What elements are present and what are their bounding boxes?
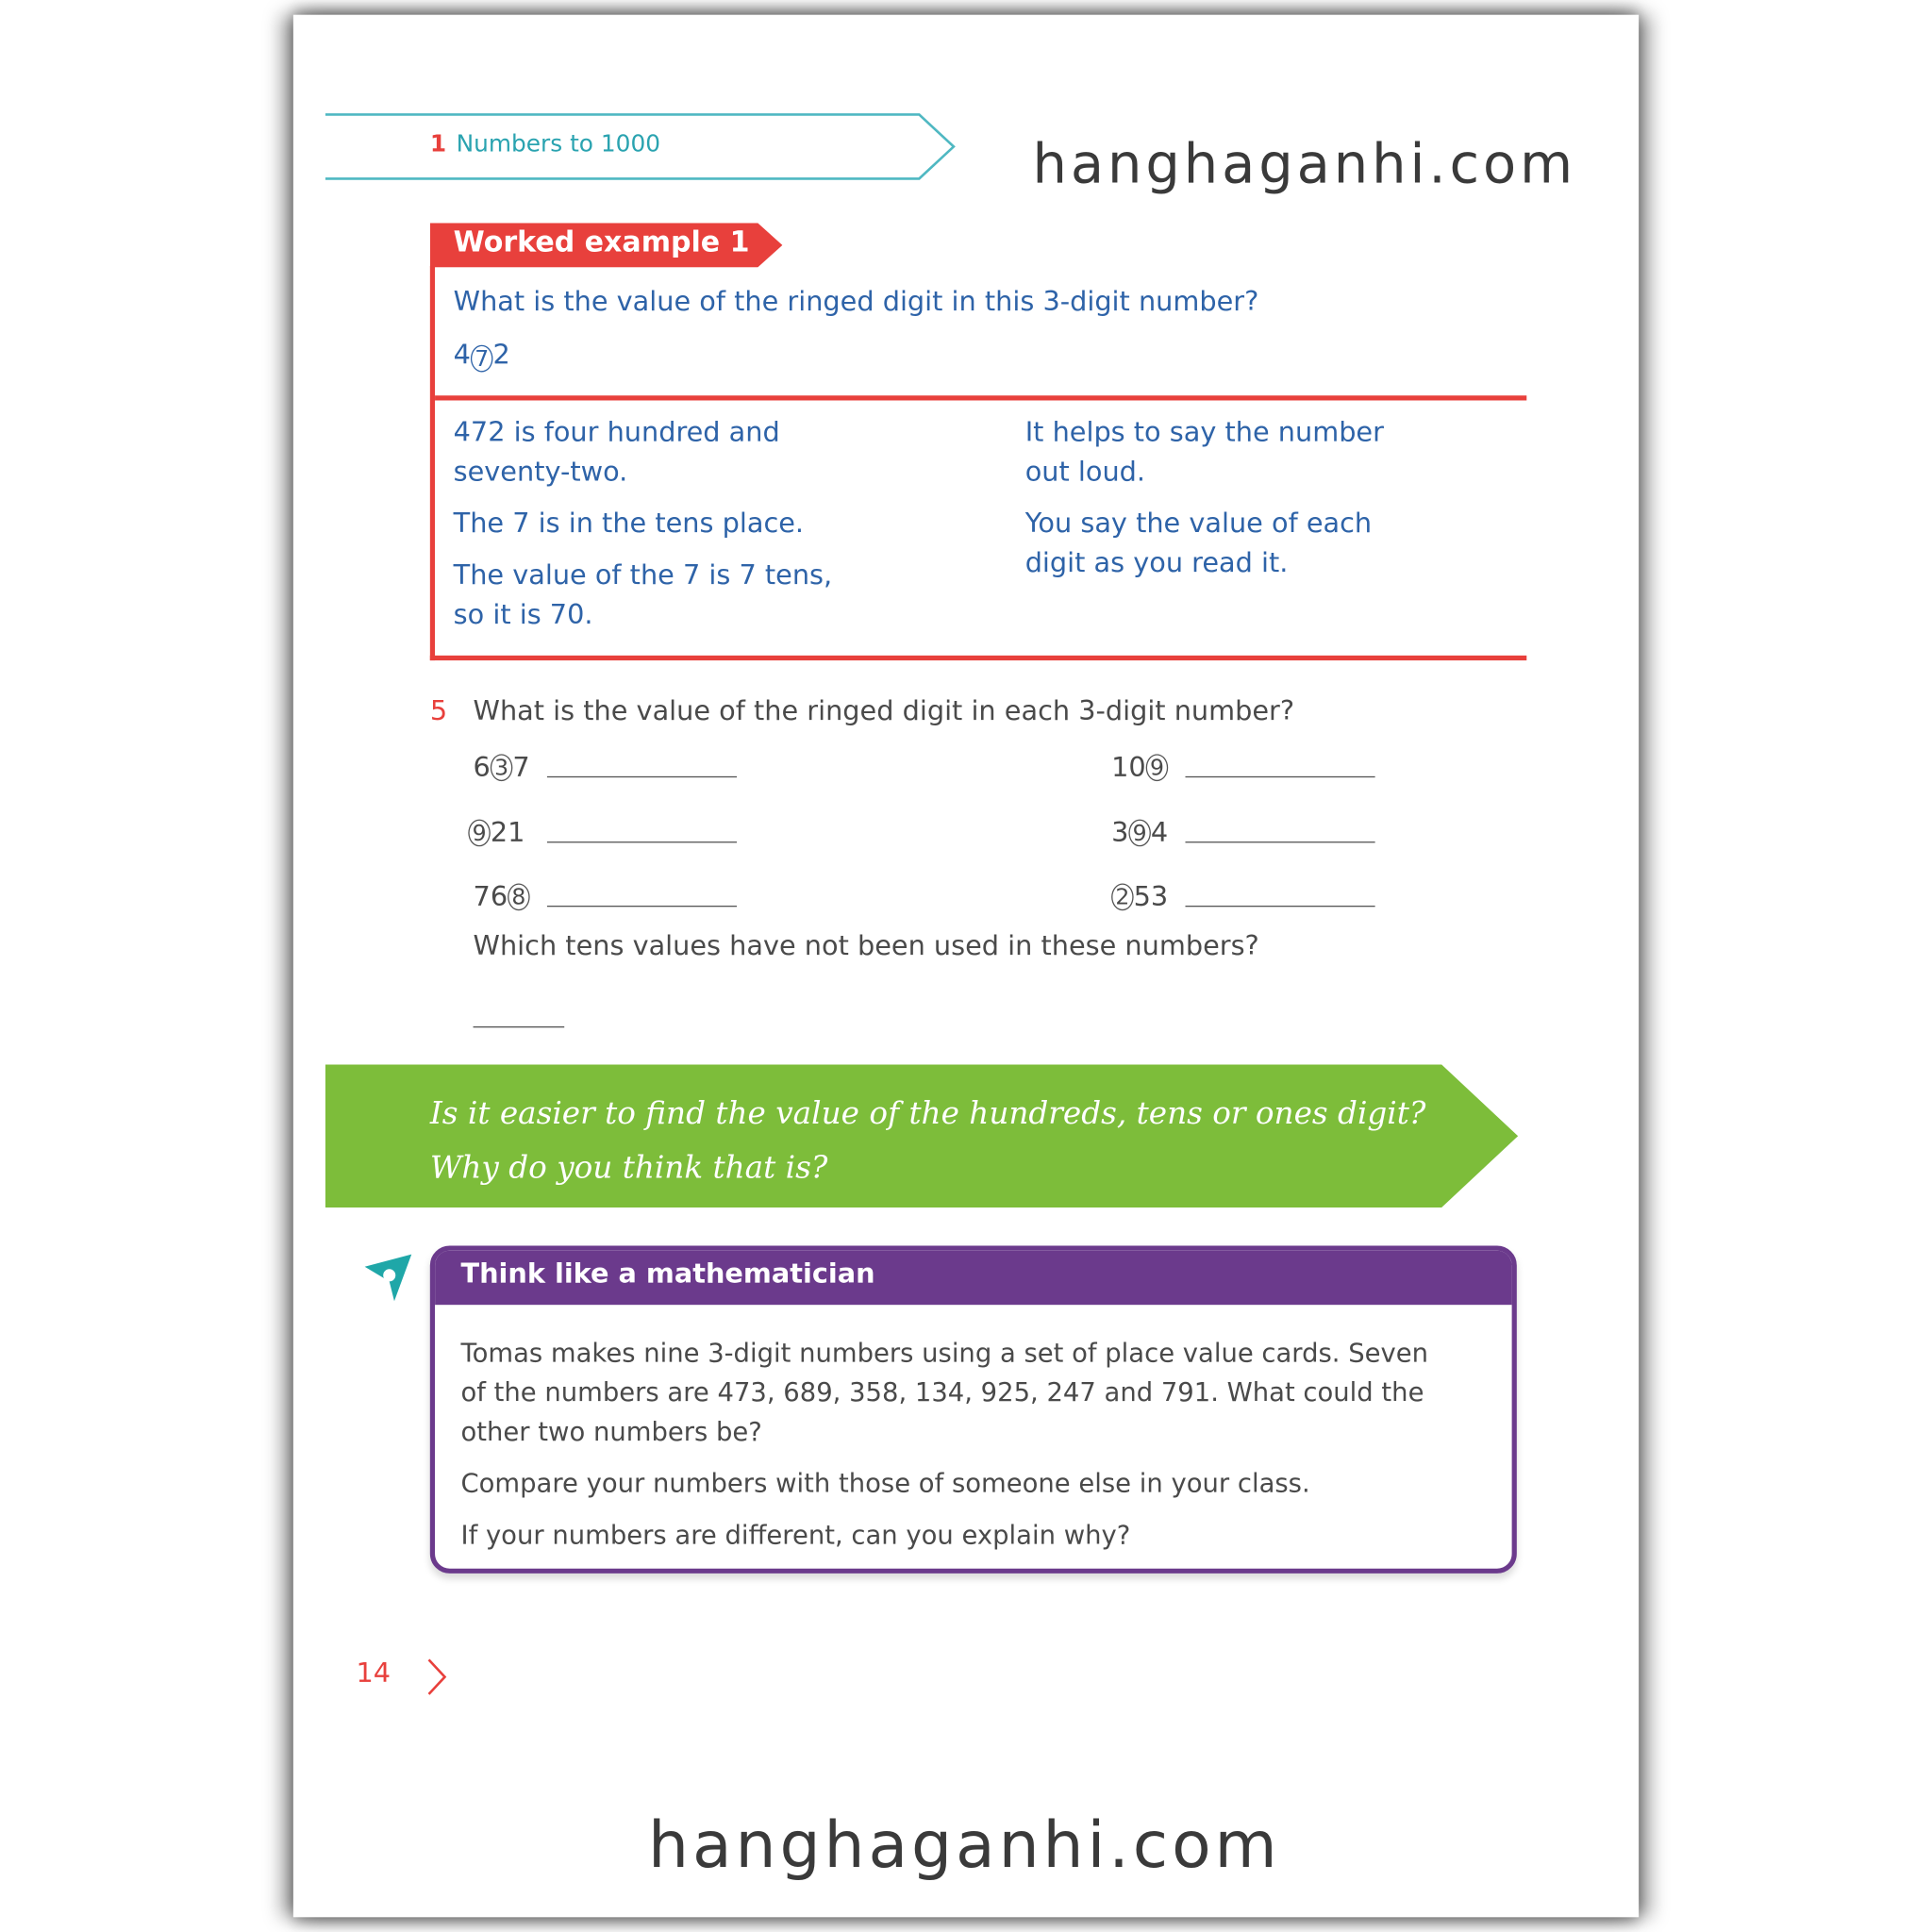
answer-item [1111, 878, 1375, 915]
worked-example-tag: Worked example 1 [453, 226, 750, 259]
discussion-line: Why do you think that is? [429, 1149, 828, 1186]
digits: 6 [473, 752, 491, 784]
explanation-text: The 7 is in the tens place. [453, 508, 805, 541]
task-paragraph: Tomas makes nine 3-digit numbers using a set of place value cards. Seven of the numbers are 473, 689, 358, 134, 925, 247 and 791. What could the other two numbers be? [460, 1338, 1429, 1447]
answer-item [1111, 749, 1375, 786]
ringed-digit: 3 [491, 754, 513, 781]
answer-item [1111, 814, 1375, 851]
think-like-mathematician-body [460, 1333, 1495, 1567]
answer-blank[interactable] [1185, 888, 1374, 907]
follow-up-answer-blank[interactable] [474, 1026, 565, 1027]
ringed-digit: 9 [468, 820, 491, 847]
follow-up-question: Which tens values have not been used in these numbers? [473, 931, 1259, 963]
worked-example-border-left [430, 266, 435, 660]
answer-blank[interactable] [1185, 758, 1374, 777]
ringed-digit: 8 [508, 883, 530, 910]
page-number: 14 [356, 1658, 391, 1690]
explanation-left-column [454, 414, 972, 648]
answer-blank[interactable] [547, 824, 737, 842]
answer-blank[interactable] [547, 758, 737, 777]
watermark-bottom: hanghaganhi.com [648, 1808, 1281, 1883]
ringed-digit: 9 [1146, 754, 1169, 781]
chapter-title: Numbers to 1000 [456, 130, 661, 158]
compass-arrow-icon [362, 1252, 416, 1306]
explanation-right-column [1025, 414, 1469, 596]
chevron-right-icon [424, 1656, 451, 1697]
question-number: 5 [429, 695, 448, 727]
tip-text: You say the value of each digit as you read it. [1024, 508, 1373, 579]
discussion-line: Is it easier to find the value of the hundreds, tens or ones digit? [429, 1095, 1426, 1132]
digits: 10 [1111, 752, 1146, 784]
explanation-text: The value of the 7 is 7 tens, so it is 70. [453, 560, 833, 631]
worked-example-divider [435, 395, 1526, 400]
digits: 4 [1150, 817, 1169, 849]
worked-example-number [454, 340, 510, 372]
digit-before: 4 [453, 340, 471, 372]
digits: 21 [490, 817, 525, 849]
ringed-digit: 9 [1128, 820, 1151, 847]
digits: 3 [1111, 817, 1129, 849]
task-paragraph: If your numbers are different, can you explain why? [460, 1520, 1131, 1551]
worked-example-question: What is the value of the ringed digit in this 3-digit number? [453, 287, 1259, 318]
task-paragraph: Compare your numbers with those of someone else in your class. [460, 1468, 1310, 1499]
ringed-digit: 7 [471, 345, 493, 373]
think-like-mathematician-title: Think like a mathematician [460, 1258, 875, 1291]
answer-item [474, 878, 738, 915]
question-prompt: What is the value of the ringed digit in each 3-digit number? [473, 695, 1295, 727]
ringed-digit: 2 [1111, 883, 1134, 910]
discussion-text [430, 1087, 1426, 1195]
tip-text: It helps to say the number out loud. [1024, 417, 1384, 489]
digits: 7 [512, 752, 530, 784]
answer-blank[interactable] [547, 888, 737, 907]
watermark-top: hanghaganhi.com [1032, 133, 1577, 196]
chapter-header [430, 130, 660, 158]
answer-item [468, 814, 737, 851]
explanation-text: 472 is four hundred and seventy-two. [453, 417, 780, 489]
digits: 53 [1133, 881, 1169, 913]
answer-blank[interactable] [1185, 824, 1374, 842]
answer-item [474, 749, 738, 786]
worked-example-border-bottom [430, 656, 1526, 660]
chapter-number: 1 [429, 130, 447, 158]
digit-after: 2 [492, 340, 510, 372]
digits: 76 [473, 881, 508, 913]
